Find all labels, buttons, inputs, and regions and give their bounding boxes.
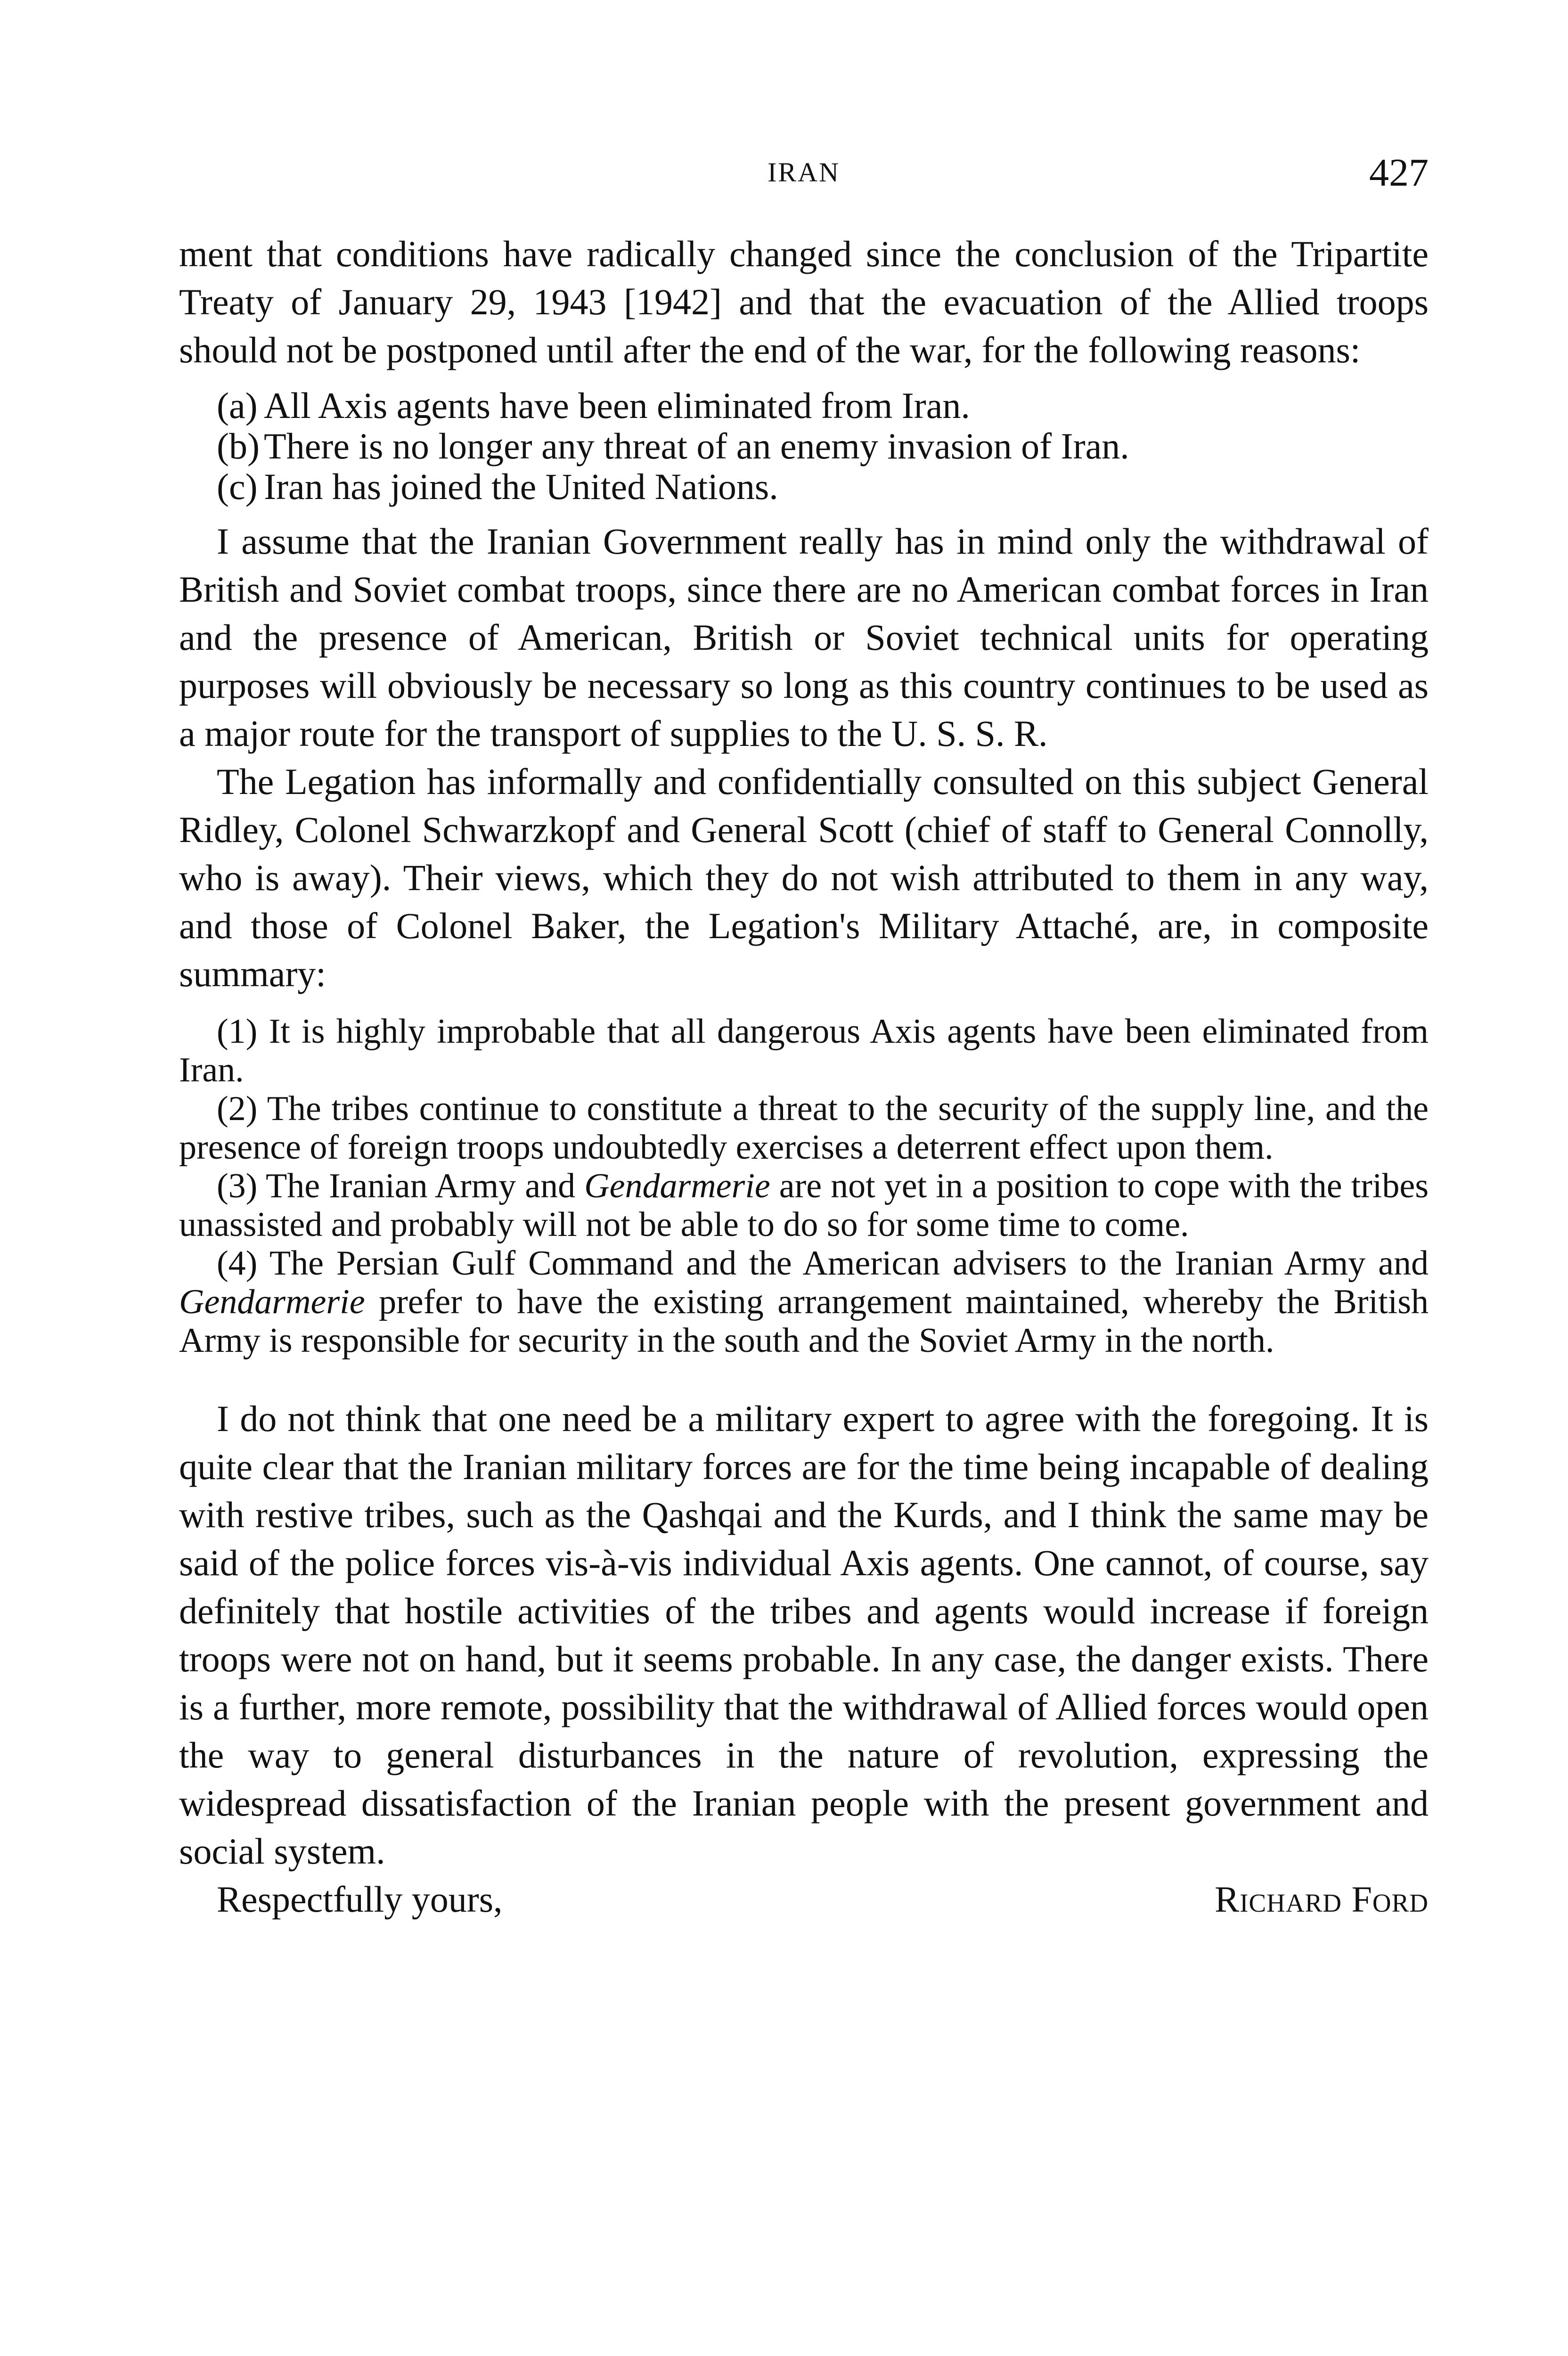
summary-item-3	[179, 1167, 1429, 1244]
closing-line	[179, 1875, 1429, 1927]
reason-text: All Axis agents have been eliminated from Iran.	[264, 385, 970, 426]
gendarmerie-term: Gendarmerie	[179, 1283, 365, 1321]
page-number: 427	[1369, 151, 1429, 195]
page-header	[179, 150, 1429, 202]
summary-item-3-text: (3) The Iranian Army and	[217, 1167, 585, 1205]
reason-marker: (c)	[217, 466, 258, 507]
running-head: IRAN	[768, 157, 840, 188]
summary-item-4	[179, 1244, 1429, 1360]
summary-item-3-text-end: are not yet in a position to cope with the tribes unassisted and probably will not be able to do so for some time to come.	[179, 1167, 1429, 1244]
composite-summary	[179, 1012, 1429, 1360]
summary-item-4-text: (4) The Persian Gulf Command and the American advisers to the Iranian Army and	[217, 1244, 1429, 1283]
legation-paragraph: The Legation has informally and confidentially consulted on this subject General Ridley, Colonel Schwarzkopf and General Scott (chief of staff to General Connolly, who is away). Their views, which they do not wish attributed to them in any way, and those of Colonel Baker, the Legation's Military Attaché, are, in composite summary:	[179, 761, 1429, 994]
document-body	[179, 230, 1429, 1927]
reason-item	[217, 385, 1429, 426]
summary-item-1: (1) It is highly improbable that all dangerous Axis agents have been eliminated from Iran.	[179, 1012, 1429, 1089]
reason-item	[217, 426, 1429, 466]
reason-marker: (b)	[217, 425, 260, 466]
reasons-list	[179, 385, 1429, 507]
summary-item-4-text-end: prefer to have the existing arrangement maintained, whereby the British Army is responsible for security in the south and the Soviet Army in the north.	[179, 1283, 1429, 1360]
conclusion-paragraph: I do not think that one need be a military expert to agree with the foregoing. It is quite clear that the Iranian military forces are for the time being incapable of dealing with restive tribes, such as the Qashqai and the Kurds, and I think the same may be said of the police forces vis-à-vis individual Axis agents. One cannot, of course, say definitely that hostile activities of the tribes and agents would increase if foreign troops were not on hand, but it seems probable. In any case, the danger exists. There is a further, more remote, possibility that the withdrawal of Allied forces would open the way to general disturbances in the nature of revolution, expressing the widespread dissatisfaction of the Iranian people with the present government and social system.	[179, 1398, 1429, 1872]
valediction: Respectfully yours,	[217, 1879, 503, 1920]
reason-marker: (a)	[217, 385, 258, 426]
summary-item-2: (2) The tribes continue to constitute a threat to the security of the supply line, and the presence of foreign troops undoubtedly exercises a deterrent effect upon them.	[179, 1089, 1429, 1167]
reason-item	[217, 466, 1429, 507]
assumption-paragraph: I assume that the Iranian Government really has in mind only the withdrawal of British and Soviet combat troops, since there are no American combat forces in Iran and the presence of American, British or Soviet technical units for operating purposes will obviously be necessary so long as this country continues to be used as a major route for the transport of supplies to the U. S. S. R.	[179, 521, 1429, 754]
reason-text: There is no longer any threat of an enemy invasion of Iran.	[264, 425, 1129, 466]
gendarmerie-term: Gendarmerie	[584, 1167, 770, 1205]
reason-text: Iran has joined the United Nations.	[264, 466, 778, 507]
opening-paragraph: ment that conditions have radically changed since the conclusion of the Tripartite Treaty of January 29, 1943 [1942] and that the evacuation of the Allied troops should not be postponed until after the end of the war, for the following reasons:	[179, 233, 1429, 370]
signature: Richard Ford	[1215, 1879, 1429, 1920]
